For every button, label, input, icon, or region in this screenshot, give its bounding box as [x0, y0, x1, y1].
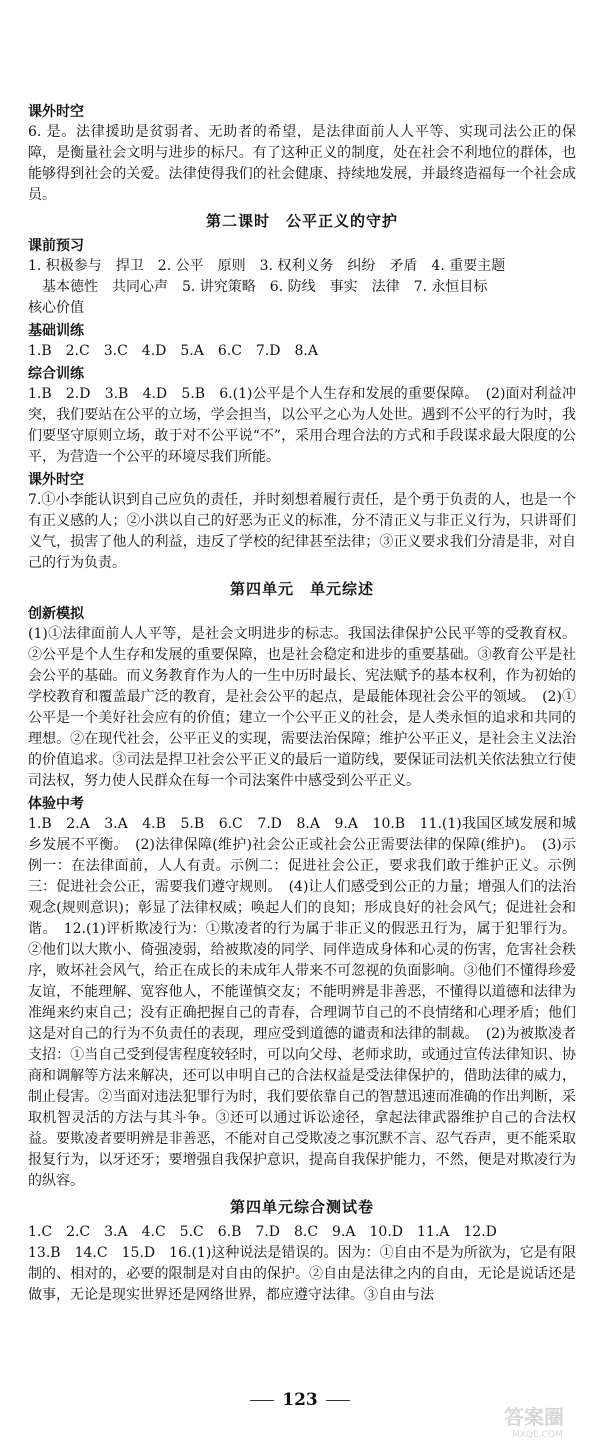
section-heading: 课前预习 — [28, 238, 84, 254]
page-number-dash — [250, 1400, 274, 1401]
answer-paragraph: (1)①法律面前人人平等，是社会文明进步的标志。我国法律保护公民平等的受教育权。②公平是个人生存和发展的重要保障，也是社会稳定和进步的重要基础。③教育公平是社会公平的基础。而义务教育作为人的一生中历时最长、宪法赋予的基本权利，作为初始的学校教育和覆盖最广泛的教育，是社会公平的起点，是最能体现社会公平的领域。 (2)①公平是一个美好社会应有的价值；建立一个公平正义的社会，是人类永恒的追求和共同的理想。②在现代社会，公平正义的实现，需要法治保障；维护公平正义，是社会主义法治的价值追求。③司法是捍卫社会公平正义的最后一道防线，要保证司法机关依法独立行使司法权，努力使人民群众在每一个司法案件中感受到公平正义。 — [28, 626, 576, 789]
section-heading: 课外时空 — [28, 472, 84, 488]
test-title: 第四单元综合测试卷 — [229, 1198, 374, 1216]
answer-line: 基本德性 共同心声 5. 讲究策略 6. 防线 事实 法律 7. 永恒目标 — [42, 279, 488, 295]
unit-title: 第四单元 单元综述 — [229, 580, 374, 598]
svg-text:MXQE.COM: MXQE.COM — [512, 1430, 563, 1440]
answer-line: 1.C 2.C 3.A 4.C 5.C 6.B 7.D 8.C 9.A 10.D 11.A 12.D — [28, 1224, 497, 1240]
section-heading: 课外时空 — [28, 104, 84, 120]
section-heading: 体验中考 — [28, 796, 84, 812]
section-heading: 综合训练 — [28, 366, 84, 382]
answer-line: 1.B 2.C 3.C 4.D 5.A 6.C 7.D 8.A — [28, 343, 318, 359]
answer-line: 核心价值 — [28, 300, 84, 316]
watermark-logo-icon — [500, 1400, 592, 1440]
answer-paragraph: 7.①小李能认识到自己应负的责任，并时刻想着履行责任，是个勇于负责的人，也是一个有正义感的人；②小洪以自己的好恶为正义的标准，分不清正义与非正义行为，只讲哥们义气，损害了他人的利益，违反了学校的纪律甚至法律；③正义要求我们分清是非，对自己的行为负责。 — [28, 492, 576, 571]
lesson-title: 第二课时 公平正义的守护 — [205, 212, 398, 230]
page-number-text: 123 — [282, 1390, 318, 1410]
answer-paragraph: 13.B 14.C 15.D 16.(1)这种说法是错误的。因为：①自由不是为所欲为，它是有限制的、相对的，必要的限制是对自由的保护。②自由是法律之内的自由，无论是说话还是做事，无论是现实世界还是网络世界，都应遵守法律。③自由与法 — [28, 1245, 576, 1303]
section-heading: 基础训练 — [28, 323, 84, 339]
section-heading: 创新模拟 — [28, 606, 84, 622]
answer-paragraph: 1.B 2.A 3.A 4.B 5.B 6.C 7.D 8.A 9.A 10.B 11.(1)我国区域发展和城乡发展不平衡。 (2)法律保障(维护)社会公正或社会公正需要法律的保障(维护)。 (3)示例一：在法律面前，人人有责。示例二：促进社会公正，要求我们敢于维护正义。示例三：促进社会公正，需要我们遵守规则。 (4)让人们感受到公正的力量；增强人们的法治观念(规则意识)；彰显了法律权威；唤起人们的良知；形成良好的社会风气；促进社会和谐。 12.(1)评析欺凌行为：①欺凌者的行为属于非正义的假恶丑行为，属于犯罪行为。②他们以大欺小、倚强凌弱，给被欺凌的同学、同伴造成身体和心灵的伤害，危害社会秩序，败坏社会风气，给正在成长的未成年人带来不可忽视的负面影响。③他们不懂得珍爱友谊，不能理解、宽容他人，不能谨慎交友；不能明辨是非善恶，不懂得以道德和法律为准绳来约束自己；没有正确把握自己的青春，合理调节自己的不良情绪和心理矛盾；他们这是对自己的行为不负责任的表现，理应受到道德的谴责和法律的制裁。 (2)为被欺凌者支招：①当自己受到侵害程度较轻时，可以向父母、老师求助，或通过宣传法律知识、协商和调解等方法来解决，还可以申明自己的合法权益是受法律保护的，借助法律的威力，制止侵害。②当面对违法犯罪行为时，我们要依靠自己的智慧迅速而准确的作出判断，采取机智灵活的方法与其斗争。③还可以通过诉讼途径，拿起法律武器维护自己的合法权益。要欺凌者要明辨是非善恶，不能对自己受欺凌之事沉默不言、忍气吞声，更不能采取报复行为，以牙还牙；要增强自我保护意识，提高自我保护能力，不然，便是对欺凌行为的纵容。 — [28, 816, 576, 1189]
answer-paragraph: 1.B 2.D 3.B 4.D 5.B 6.(1)公平是个人生存和发展的重要保障。 (2)面对利益冲突，我们要站在公平的立场，学会担当，以公平之心为人处世。遇到不公平的行为时，我们要坚守原则立场，敢于对不公平说“不”，采用合理合法的方式和手段谋求最大限度的公平，为营造一个公平的环境尽我们所能。 — [28, 386, 576, 465]
page-number-dash — [326, 1400, 350, 1401]
page-content — [28, 100, 576, 1306]
svg-text:答案圈: 答案圈 — [504, 1405, 564, 1429]
answer-paragraph: 6. 是。法律援助是贫弱者、无助者的希望，是法律面前人人平等、实现司法公正的保障，是衡量社会文明与进步的标尺。有了这种正义的制度，处在社会不利地位的群体，也能够得到社会的关爱。法律使得我们的社会健康、持续地发展，并最终造福每一个社会成员。 — [28, 124, 576, 203]
answer-line: 1. 积极参与 捍卫 2. 公平 原则 3. 权利义务 纠纷 矛盾 4. 重要主题 — [28, 258, 506, 274]
